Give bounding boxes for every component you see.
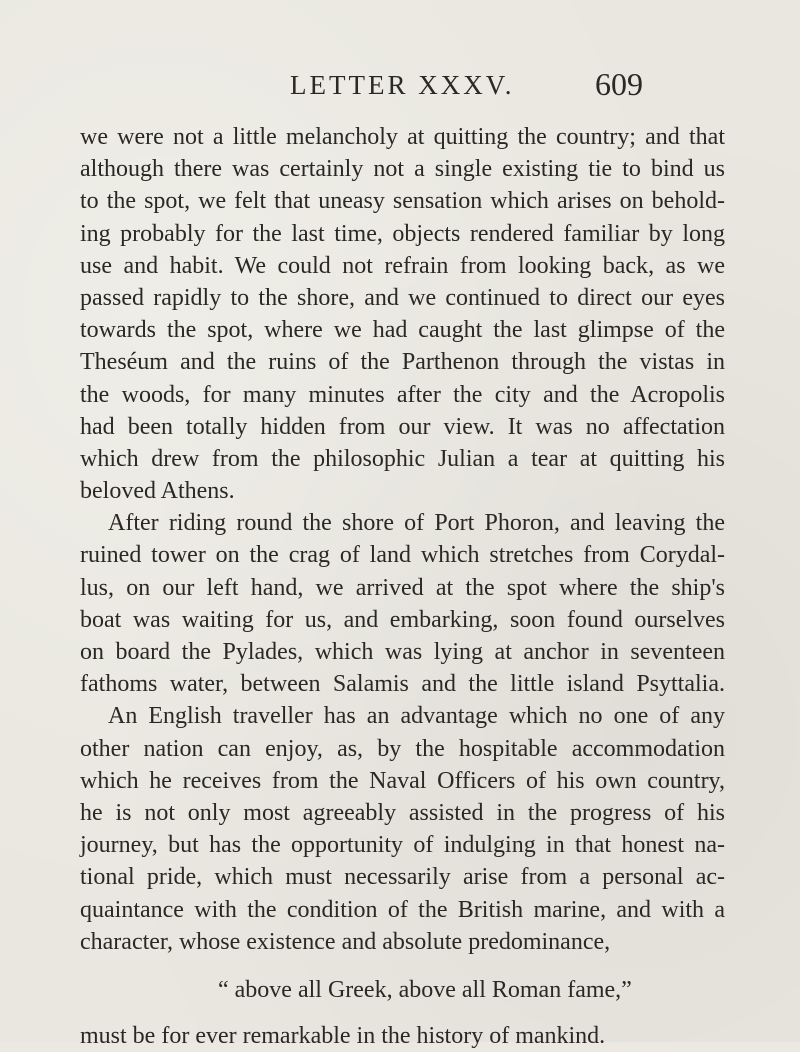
text-line: use and habit. We could not refrain from looking back, as we [80, 252, 725, 279]
text-line: ruined tower on the crag of land which stretches from Corydal- [80, 542, 725, 569]
text-line: After riding round the shore of Port Phoron, and leaving the [108, 510, 725, 537]
text-line: had been totally hidden from our view. It was no affectation [80, 413, 725, 440]
text-line: Theséum and the ruins of the Parthenon through the vistas in [80, 349, 725, 376]
running-title: LETTER XXXV. [290, 70, 515, 100]
text-line: boat was waiting for us, and embarking, soon found ourselves [80, 606, 725, 633]
text-line: although there was certainly not a single existing tie to bind us [80, 156, 725, 183]
quotation-line: “ above all Greek, above all Roman fame,” [218, 976, 632, 1003]
text-line: character, whose existence and absolute predominance, [80, 928, 611, 955]
text-line: the woods, for many minutes after the city and the Acropolis [80, 381, 725, 408]
text-line: ing probably for the last time, objects rendered familiar by long [80, 220, 725, 247]
running-head [0, 66, 800, 110]
text-line: fathoms water, between Salamis and the little island Psyttalia. [80, 671, 725, 698]
text-line: lus, on our left hand, we arrived at the spot where the ship's [80, 574, 725, 601]
text-line: tional pride, which must necessarily arise from a personal ac- [80, 864, 725, 891]
text-line: other nation can enjoy, as, by the hospitable accommodation [80, 735, 725, 762]
text-line: beloved Athens. [80, 478, 235, 505]
text-line: he is not only most agreeably assisted in the progress of his [80, 799, 725, 826]
text-line: towards the spot, where we had caught the last glimpse of the [80, 317, 725, 344]
text-line: on board the Pylades, which was lying at anchor in seventeen [80, 639, 725, 665]
text-line: to the spot, we felt that uneasy sensation which arises on behold- [80, 188, 725, 215]
page-number: 609 [595, 66, 643, 102]
text-line: journey, but has the opportunity of indulging in that honest na- [80, 832, 725, 859]
text-line: passed rapidly to the shore, and we continued to direct our eyes [80, 284, 725, 311]
body-text [80, 121, 725, 1052]
closing-line: must be for ever remarkable in the history of mankind. [80, 1023, 606, 1050]
text-line: we were not a little melancholy at quitting the country; and that [80, 124, 725, 150]
text-line: quaintance with the condition of the British marine, and with a [80, 896, 725, 923]
text-line: which drew from the philosophic Julian a tear at quitting his [80, 445, 725, 472]
text-line: which he receives from the Naval Officers of his own country, [80, 767, 725, 794]
text-line: An English traveller has an advantage which no one of any [108, 703, 725, 730]
